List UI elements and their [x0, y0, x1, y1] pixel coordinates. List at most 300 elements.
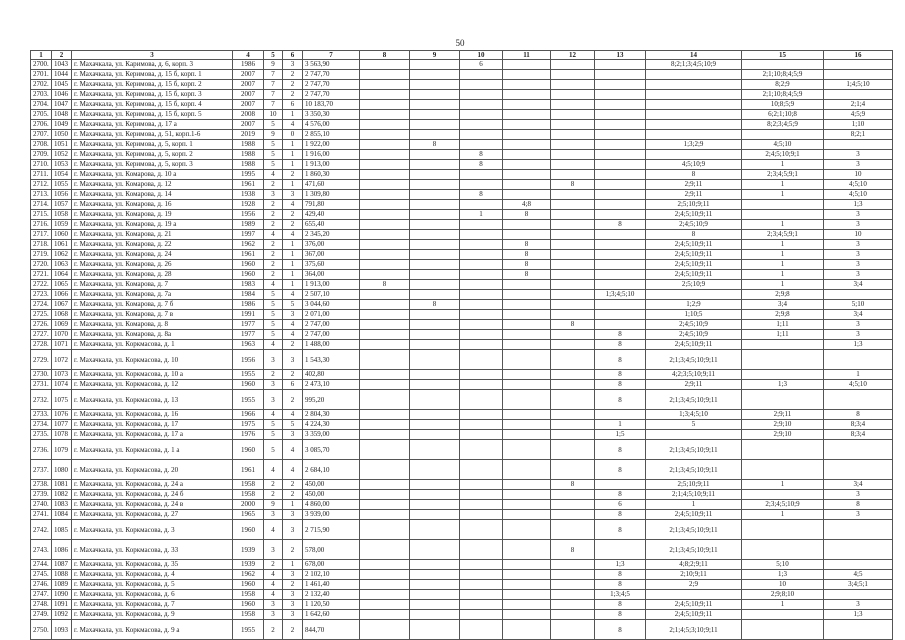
cell-col-7: 4 576,00	[303, 120, 360, 130]
cell-col-1: 2742.	[31, 520, 52, 540]
cell-col-11	[503, 500, 551, 510]
cell-col-7: 2 507,10	[303, 290, 360, 300]
cell-col-1: 2710.	[31, 160, 52, 170]
cell-col-2: 1074	[52, 380, 72, 390]
cell-col-1: 2711.	[31, 170, 52, 180]
cell-col-9: 8	[410, 300, 460, 310]
cell-col-2: 1057	[52, 200, 72, 210]
cell-col-14: 2;1;3;4;5;10;9;11	[646, 460, 742, 480]
cell-col-1: 2726.	[31, 320, 52, 330]
cell-col-2: 1045	[52, 80, 72, 90]
cell-col-3: г. Махачкала, ул. Керимова, д. 5, корп. 3	[72, 160, 233, 170]
cell-col-13	[595, 90, 646, 100]
cell-col-11	[503, 190, 551, 200]
cell-col-12	[551, 200, 595, 210]
cell-col-8	[360, 220, 410, 230]
cell-col-1: 2705.	[31, 110, 52, 120]
cell-col-13: 1;5	[595, 430, 646, 440]
cell-col-8	[360, 250, 410, 260]
cell-col-9	[410, 270, 460, 280]
cell-col-10	[460, 430, 503, 440]
cell-col-14: 2;4;5;10;9;11	[646, 270, 742, 280]
cell-col-15: 2;9;11	[742, 410, 824, 420]
cell-col-13	[595, 190, 646, 200]
cell-col-2: 1069	[52, 320, 72, 330]
cell-col-12	[551, 220, 595, 230]
cell-col-10: 6	[460, 60, 503, 70]
cell-col-4: 2007	[233, 120, 264, 130]
cell-col-7: 1 922,00	[303, 140, 360, 150]
cell-col-9	[410, 540, 460, 560]
cell-col-6: 3	[283, 190, 303, 200]
cell-col-9	[410, 440, 460, 460]
cell-col-1: 2706.	[31, 120, 52, 130]
table-row	[31, 620, 893, 640]
cell-col-16: 1;3	[824, 200, 893, 210]
cell-col-6: 0	[283, 130, 303, 140]
header-cell-1: 1	[31, 51, 52, 60]
cell-col-10	[460, 420, 503, 430]
cell-col-8	[360, 300, 410, 310]
cell-col-13	[595, 260, 646, 270]
cell-col-5: 10	[264, 110, 283, 120]
cell-col-13: 1;3	[595, 560, 646, 570]
cell-col-9	[410, 500, 460, 510]
cell-col-2: 1060	[52, 230, 72, 240]
cell-col-15: 1	[742, 280, 824, 290]
cell-col-13	[595, 210, 646, 220]
cell-col-7: 2 747,70	[303, 80, 360, 90]
cell-col-16: 3	[824, 250, 893, 260]
table-row	[31, 420, 893, 430]
cell-col-14	[646, 130, 742, 140]
cell-col-14: 2;9;11	[646, 380, 742, 390]
cell-col-8	[360, 620, 410, 640]
cell-col-11	[503, 590, 551, 600]
cell-col-7: 844,70	[303, 620, 360, 640]
cell-col-8: 8	[360, 280, 410, 290]
cell-col-4: 1986	[233, 300, 264, 310]
cell-col-2: 1068	[52, 310, 72, 320]
table-row	[31, 370, 893, 380]
cell-col-4: 1988	[233, 150, 264, 160]
cell-col-10	[460, 250, 503, 260]
cell-col-9	[410, 100, 460, 110]
cell-col-7: 2 855,10	[303, 130, 360, 140]
cell-col-14: 1;3;2;9	[646, 140, 742, 150]
cell-col-4: 1965	[233, 510, 264, 520]
cell-col-10	[460, 590, 503, 600]
cell-col-5: 3	[264, 380, 283, 390]
cell-col-11	[503, 100, 551, 110]
cell-col-9	[410, 290, 460, 300]
cell-col-11	[503, 300, 551, 310]
table-row	[31, 290, 893, 300]
cell-col-9	[410, 620, 460, 640]
cell-col-14: 2;4;5;10;9	[646, 220, 742, 230]
cell-col-5: 3	[264, 610, 283, 620]
cell-col-6: 1	[283, 140, 303, 150]
cell-col-3: г. Махачкала, ул. Комарова, д. 19 а	[72, 220, 233, 230]
cell-col-5: 3	[264, 600, 283, 610]
cell-col-5: 5	[264, 330, 283, 340]
cell-col-14	[646, 80, 742, 90]
cell-col-5: 4	[264, 230, 283, 240]
cell-col-2: 1047	[52, 100, 72, 110]
cell-col-13	[595, 120, 646, 130]
cell-col-13: 8	[595, 600, 646, 610]
cell-col-4: 1960	[233, 520, 264, 540]
cell-col-1: 2702.	[31, 80, 52, 90]
cell-col-2: 1064	[52, 270, 72, 280]
cell-col-6: 5	[283, 300, 303, 310]
cell-col-15	[742, 130, 824, 140]
cell-col-1: 2735.	[31, 430, 52, 440]
cell-col-8	[360, 440, 410, 460]
cell-col-11	[503, 320, 551, 330]
cell-col-10: 8	[460, 190, 503, 200]
cell-col-8	[360, 330, 410, 340]
cell-col-1: 2733.	[31, 410, 52, 420]
cell-col-14: 2;4;5;10;9;11	[646, 600, 742, 610]
cell-col-10	[460, 610, 503, 620]
cell-col-8	[360, 410, 410, 420]
cell-col-3: г. Махачкала, ул. Керимова, д. 15 б, корп. 4	[72, 100, 233, 110]
cell-col-16	[824, 70, 893, 80]
cell-col-10	[460, 320, 503, 330]
cell-col-12	[551, 340, 595, 350]
header-cell-7: 7	[303, 51, 360, 60]
cell-col-5: 3	[264, 390, 283, 410]
cell-col-6: 3	[283, 520, 303, 540]
cell-col-16: 3	[824, 260, 893, 270]
cell-col-4: 1928	[233, 200, 264, 210]
header-cell-10: 10	[460, 51, 503, 60]
cell-col-16: 3	[824, 490, 893, 500]
cell-col-5: 2	[264, 620, 283, 640]
cell-col-8	[360, 570, 410, 580]
cell-col-7: 450,00	[303, 490, 360, 500]
cell-col-12	[551, 300, 595, 310]
cell-col-1: 2745.	[31, 570, 52, 580]
cell-col-5: 5	[264, 120, 283, 130]
cell-col-11	[503, 570, 551, 580]
cell-col-12	[551, 130, 595, 140]
cell-col-1: 2725.	[31, 310, 52, 320]
cell-col-3: г. Махачкала, ул. Коркмасова, д. 10	[72, 350, 233, 370]
cell-col-13	[595, 280, 646, 290]
cell-col-5: 2	[264, 200, 283, 210]
cell-col-14	[646, 120, 742, 130]
table-row	[31, 200, 893, 210]
cell-col-4: 1988	[233, 140, 264, 150]
cell-col-16: 10	[824, 170, 893, 180]
cell-col-6: 4	[283, 290, 303, 300]
cell-col-12	[551, 280, 595, 290]
cell-col-12	[551, 270, 595, 280]
cell-col-7: 3 939,00	[303, 510, 360, 520]
cell-col-9	[410, 370, 460, 380]
cell-col-12	[551, 250, 595, 260]
cell-col-10	[460, 410, 503, 420]
cell-col-2: 1053	[52, 160, 72, 170]
cell-col-1: 2746.	[31, 580, 52, 590]
cell-col-11	[503, 330, 551, 340]
cell-col-11: 8	[503, 240, 551, 250]
cell-col-12	[551, 330, 595, 340]
cell-col-7: 471,60	[303, 180, 360, 190]
cell-col-6: 2	[283, 390, 303, 410]
cell-col-11	[503, 60, 551, 70]
cell-col-8	[360, 110, 410, 120]
cell-col-4: 1975	[233, 420, 264, 430]
table-row	[31, 520, 893, 540]
cell-col-5: 5	[264, 320, 283, 330]
cell-col-16: 3	[824, 150, 893, 160]
cell-col-11	[503, 170, 551, 180]
cell-col-4: 1958	[233, 610, 264, 620]
cell-col-7: 1 461,40	[303, 580, 360, 590]
cell-col-6: 2	[283, 340, 303, 350]
cell-col-10	[460, 560, 503, 570]
cell-col-12	[551, 190, 595, 200]
cell-col-2: 1092	[52, 610, 72, 620]
table-row	[31, 250, 893, 260]
cell-col-1: 2736.	[31, 440, 52, 460]
cell-col-5: 2	[264, 480, 283, 490]
cell-col-6: 4	[283, 440, 303, 460]
cell-col-16: 3;4	[824, 310, 893, 320]
cell-col-13	[595, 200, 646, 210]
cell-col-7: 402,80	[303, 370, 360, 380]
cell-col-5: 2	[264, 490, 283, 500]
cell-col-11	[503, 420, 551, 430]
cell-col-3: г. Махачкала, ул. Комарова, д. 19	[72, 210, 233, 220]
table-row	[31, 280, 893, 290]
cell-col-12	[551, 170, 595, 180]
cell-col-14: 1	[646, 500, 742, 510]
cell-col-11	[503, 580, 551, 590]
cell-col-6: 1	[283, 280, 303, 290]
cell-col-9	[410, 210, 460, 220]
cell-col-13	[595, 320, 646, 330]
cell-col-16: 8	[824, 500, 893, 510]
cell-col-11	[503, 560, 551, 570]
table-row	[31, 160, 893, 170]
cell-col-1: 2700.	[31, 60, 52, 70]
cell-col-1: 2708.	[31, 140, 52, 150]
cell-col-1: 2703.	[31, 90, 52, 100]
cell-col-8	[360, 180, 410, 190]
cell-col-1: 2713.	[31, 190, 52, 200]
cell-col-15	[742, 460, 824, 480]
cell-col-11	[503, 310, 551, 320]
cell-col-4: 1991	[233, 310, 264, 320]
header-cell-15: 15	[742, 51, 824, 60]
cell-col-16: 3	[824, 330, 893, 340]
cell-col-15: 2;9;8;10	[742, 590, 824, 600]
cell-col-7: 655,40	[303, 220, 360, 230]
cell-col-8	[360, 480, 410, 490]
cell-col-10	[460, 200, 503, 210]
cell-col-5: 2	[264, 220, 283, 230]
cell-col-10	[460, 380, 503, 390]
cell-col-6: 2	[283, 370, 303, 380]
cell-col-16: 3;4;5;1	[824, 580, 893, 590]
cell-col-10	[460, 600, 503, 610]
cell-col-2: 1075	[52, 390, 72, 410]
cell-col-2: 1056	[52, 190, 72, 200]
cell-col-3: г. Махачкала, ул. Коркмасова, д. 3	[72, 520, 233, 540]
cell-col-10	[460, 440, 503, 460]
cell-col-12	[551, 570, 595, 580]
cell-col-3: г. Махачкала, ул. Коркмасова, д. 12	[72, 380, 233, 390]
cell-col-11	[503, 160, 551, 170]
cell-col-5: 3	[264, 350, 283, 370]
table-row	[31, 410, 893, 420]
cell-col-3: г. Махачкала, ул. Комарова, д. 16	[72, 200, 233, 210]
cell-col-9	[410, 490, 460, 500]
cell-col-2: 1089	[52, 580, 72, 590]
cell-col-6: 4	[283, 460, 303, 480]
cell-col-3: г. Махачкала, ул. Коркмасова, д. 10 а	[72, 370, 233, 380]
cell-col-6: 1	[283, 500, 303, 510]
cell-col-9	[410, 570, 460, 580]
cell-col-5: 7	[264, 70, 283, 80]
cell-col-13	[595, 140, 646, 150]
cell-col-6: 1	[283, 260, 303, 270]
cell-col-16: 8	[824, 410, 893, 420]
cell-col-1: 2743.	[31, 540, 52, 560]
cell-col-8	[360, 490, 410, 500]
cell-col-16	[824, 620, 893, 640]
cell-col-4: 1966	[233, 410, 264, 420]
cell-col-1: 2723.	[31, 290, 52, 300]
cell-col-15: 10;8;5;9	[742, 100, 824, 110]
cell-col-9	[410, 260, 460, 270]
cell-col-2: 1046	[52, 90, 72, 100]
cell-col-1: 2716.	[31, 220, 52, 230]
cell-col-7: 791,80	[303, 200, 360, 210]
cell-col-4: 1956	[233, 210, 264, 220]
cell-col-15: 1	[742, 190, 824, 200]
cell-col-9	[410, 220, 460, 230]
cell-col-13: 8	[595, 620, 646, 640]
cell-col-9	[410, 380, 460, 390]
cell-col-7: 450,00	[303, 480, 360, 490]
cell-col-1: 2739.	[31, 490, 52, 500]
cell-col-9	[410, 430, 460, 440]
cell-col-13: 8	[595, 440, 646, 460]
cell-col-8	[360, 460, 410, 480]
cell-col-10	[460, 80, 503, 90]
cell-col-4: 1955	[233, 390, 264, 410]
cell-col-6: 1	[283, 160, 303, 170]
cell-col-9	[410, 120, 460, 130]
cell-col-10	[460, 330, 503, 340]
cell-col-11	[503, 140, 551, 150]
cell-col-13: 1;3;4;5	[595, 590, 646, 600]
cell-col-7: 429,40	[303, 210, 360, 220]
cell-col-10	[460, 290, 503, 300]
cell-col-16	[824, 290, 893, 300]
cell-col-13	[595, 160, 646, 170]
cell-col-6: 2	[283, 170, 303, 180]
cell-col-12	[551, 510, 595, 520]
cell-col-2: 1067	[52, 300, 72, 310]
cell-col-12	[551, 490, 595, 500]
cell-col-14	[646, 70, 742, 80]
cell-col-14: 1;10;5	[646, 310, 742, 320]
cell-col-15	[742, 620, 824, 640]
cell-col-2: 1080	[52, 460, 72, 480]
cell-col-1: 2730.	[31, 370, 52, 380]
cell-col-1: 2709.	[31, 150, 52, 160]
cell-col-15: 2;1;10;8;4;5;9	[742, 70, 824, 80]
cell-col-13: 8	[595, 380, 646, 390]
cell-col-2: 1085	[52, 520, 72, 540]
cell-col-10	[460, 370, 503, 380]
cell-col-3: г. Махачкала, ул. Коркмасова, д. 27	[72, 510, 233, 520]
cell-col-1: 2707.	[31, 130, 52, 140]
cell-col-3: г. Махачкала, ул. Коркмасова, д. 5	[72, 580, 233, 590]
cell-col-10	[460, 340, 503, 350]
cell-col-2: 1088	[52, 570, 72, 580]
cell-col-5: 5	[264, 430, 283, 440]
page-number: 50	[455, 38, 465, 48]
cell-col-4: 2000	[233, 500, 264, 510]
cell-col-2: 1058	[52, 210, 72, 220]
cell-col-6: 4	[283, 230, 303, 240]
cell-col-13	[595, 270, 646, 280]
cell-col-15	[742, 390, 824, 410]
table-row	[31, 460, 893, 480]
cell-col-10	[460, 460, 503, 480]
cell-col-11	[503, 150, 551, 160]
cell-col-12	[551, 230, 595, 240]
cell-col-3: г. Махачкала, ул. Коркмасова, д. 13	[72, 390, 233, 410]
cell-col-16	[824, 350, 893, 370]
cell-col-5: 7	[264, 90, 283, 100]
cell-col-14: 2;4;5;10;9;11	[646, 210, 742, 220]
table-row	[31, 100, 893, 110]
cell-col-9	[410, 150, 460, 160]
cell-col-5: 2	[264, 180, 283, 190]
cell-col-12: 8	[551, 480, 595, 490]
cell-col-9	[410, 230, 460, 240]
cell-col-7: 2 684,10	[303, 460, 360, 480]
cell-col-15	[742, 520, 824, 540]
cell-col-3: г. Махачкала, ул. Комарова, д. 22	[72, 240, 233, 250]
cell-col-3: г. Махачкала, ул. Коркмасова, д. 7	[72, 600, 233, 610]
cell-col-15: 1;3	[742, 380, 824, 390]
header-cell-3: 3	[72, 51, 233, 60]
cell-col-8	[360, 510, 410, 520]
cell-col-4: 1976	[233, 430, 264, 440]
cell-col-13	[595, 170, 646, 180]
cell-col-14	[646, 150, 742, 160]
cell-col-6: 4	[283, 320, 303, 330]
cell-col-11	[503, 230, 551, 240]
cell-col-12	[551, 310, 595, 320]
cell-col-12	[551, 500, 595, 510]
cell-col-7: 364,00	[303, 270, 360, 280]
cell-col-5: 7	[264, 100, 283, 110]
cell-col-4: 1997	[233, 230, 264, 240]
cell-col-13	[595, 110, 646, 120]
cell-col-15: 2;3;4;5;10;9	[742, 500, 824, 510]
cell-col-3: г. Махачкала, ул. Коркмасова, д. 1 а	[72, 440, 233, 460]
